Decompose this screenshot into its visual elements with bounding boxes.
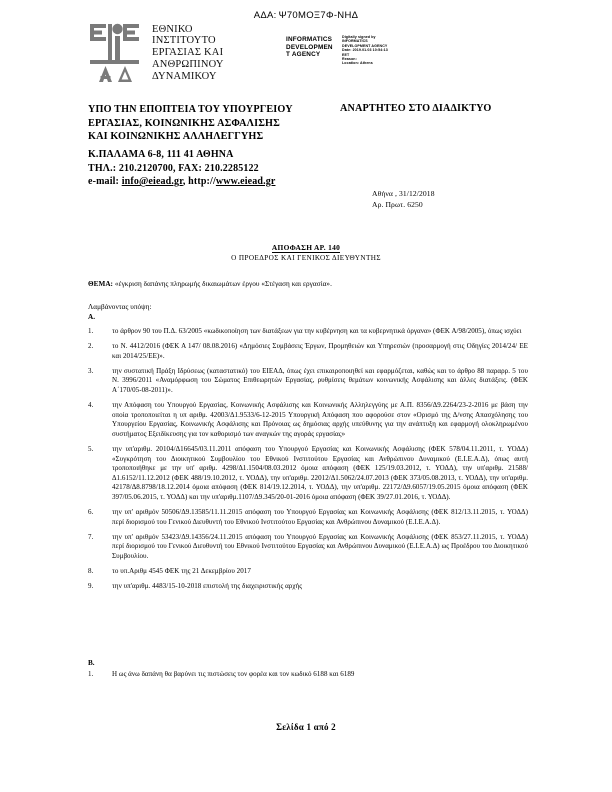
logo-line-5: ΔΥΝΑΜΙΚΟΥ [152, 70, 217, 82]
ada-value: Ψ70ΜΟΞ7Φ-ΝΗΔ [278, 10, 359, 21]
list-item-number: 4. [88, 401, 94, 410]
contact-block [88, 148, 275, 189]
list-item [88, 367, 528, 396]
list-item-text: το υπ.Αριθμ 4545 ΦΕΚ της 21 Δεκεμβρίου 2017 [112, 566, 251, 575]
ministry-line-1: ΥΠΟ ΤΗΝ ΕΠΟΠΤΕΙΑ ΤΟΥ ΥΠΟΥΡΓΕΙΟΥ [88, 104, 293, 115]
email-website-line [88, 175, 275, 189]
section-a-list [88, 327, 528, 597]
list-item [88, 445, 528, 503]
address-line: Κ.ΠΑΛΑΜΑ 6-8, 111 41 ΑΘΗΝΑ [88, 149, 234, 160]
protocol-number: Αρ. Πρωτ. 6250 [372, 200, 423, 209]
list-item [88, 327, 528, 337]
city-date: Αθήνα , 31/12/2018 [372, 189, 435, 198]
list-item-number: 9. [88, 582, 94, 591]
list-item [88, 401, 528, 439]
signature-line-7: Location: Athens [342, 61, 373, 66]
decision-number-heading [0, 243, 612, 252]
phone-fax-line: ΤΗΛ.: 210.2120700, FAX: 210.2285122 [88, 162, 259, 174]
eiead-logo-icon [88, 22, 142, 84]
ida-line-3: T AGENCY [286, 51, 321, 59]
signature-line-3: DEVELOPMENT AGENCY [342, 43, 388, 48]
logo-line-3: ΕΡΓΑΣΙΑΣ ΚΑΙ [152, 47, 224, 59]
publication-notice: ΑΝΑΡΤΗΤΕΟ ΣΤΟ ΔΙΑΔΙΚΤΥΟ [340, 103, 492, 114]
logo-line-2: ΙΝΣΤΙΤΟΥΤΟ [152, 35, 216, 47]
considering-label: Λαμβάνοντας υπόψη: [88, 303, 152, 311]
list-item-number: 1. [88, 670, 94, 678]
logo-line-4: ΑΝΘΡΩΠΙΝΟΥ [152, 58, 224, 70]
list-item-number: 3. [88, 366, 94, 375]
document-header [0, 18, 612, 94]
informatics-development-agency-label [286, 36, 333, 59]
list-item [88, 533, 528, 562]
signature-line-4: Date: 2019.01.03 10:54:13 [342, 48, 388, 53]
subject-line [88, 279, 528, 289]
date-protocol-block [372, 188, 435, 210]
list-item-text: την υπ'αριθμ. 4483/15-10-2018 επιστολή της διαχειριστικής αρχής [112, 582, 303, 591]
list-item-text: το άρθρον 90 του Π.Δ. 63/2005 «κωδικοποίηση των διατάξεων για την κυβέρνηση και τα κυβερνητικά όργανα» (ΦΕΚ Α/98/2005), όπως ισχύει [112, 327, 522, 335]
list-item-text: Η ως άνω δαπάνη θα βαρύνει τις πιστώσεις τον φορέα και τον κωδικό 6188 και 6189 [112, 670, 355, 678]
organization-logo [88, 22, 224, 84]
list-item-text: την υπ' αριθμόν 53423/Δ9.14356/24.11.2015 απόφαση του Υπουργού Εργασίας και Κοινωνικής Ασφάλισης (ΦΕΚ 853/27.11.2015, τ. ΥΟΔΔ) περί διορισμού του Γενικού Διευθυντή του Εθνικού Ινστιτούτου Εργασίας και Ανθρώπινου Δυναμικού (Ε.Ι.Ε.Α.Δ) ως Προέδρου του Διοικητικού Συμβουλίου. [112, 532, 528, 560]
website-link[interactable]: www.eiead.gr [215, 176, 276, 187]
section-b-label: Β. [88, 659, 95, 667]
signature-line-1: Digitally signed by [342, 35, 376, 39]
list-item-text: την Απόφαση του Υπουργού Εργασίας, Κοινωνικής Ασφάλισης και Κοινωνικής Αλληλεγγύης με Α.Π. 8356/Δ9.2264/23-2-2016 με βάση την οποία τροποποιείται η υπ αριθμ. 42003/Δ1.9533/6-12-2015 Υπουργική Απόφαση που αφορούσε στον «Ορισμό της Δ/νσης Απασχόλησης του Υπουργείου Εργασίας, Κοινωνικής Ασφάλισης και Πρόνοιας ως δημόσιας αρχής υπεύθυνης για την ανάπτυξη και εφαρμογή ολοκληρωμένου συστήματος Εξειδίκευσης για τον καθορισμό των αναγκών της αγοράς εργασίας» [112, 401, 528, 438]
signature-line-5: EET [342, 52, 350, 57]
list-item [88, 342, 528, 361]
email-separator: , http:// [182, 176, 216, 187]
subject-text: «έγκριση δαπάνης πληρωμής δικαιωμάτων έργου «Στέγαση και εργασία». [113, 280, 332, 288]
list-item-text: το Ν. 4412/2016 (ΦΕΚ Α 147/ 08.08.2016) «Δημόσιες Συμβάσεις Έργων, Προμηθειών και Υπηρεσιών (προσαρμογή στις Οδηγίες 2014/24/ ΕΕ και 2014/25/ΕΕ)». [112, 342, 528, 360]
section-b-list [88, 670, 528, 685]
list-item-number: 7. [88, 532, 94, 541]
page-footer: Σελίδα 1 από 2 [276, 722, 336, 732]
list-item-text: την υπ'αριθμ. 20104/Δ16645/03.11.2011 απόφαση του Υπουργού Εργασίας και Κοινωνικής Ασφάλισης (ΦΕΚ 578/04.11.2011, τ. ΥΟΔΔ) «Συγκρότηση του Διοικητικού Συμβουλίου του Εθνικού Ινστιτούτου Εργασίας και Ανθρώπινου Δυναμικού (Ε.Ι.Ε.Α.Δ), όπως αυτή τροποποιήθηκε με την υπ' αριθμ. 4298/Δ1.1504/08.03.2012 όμοια απόφαση (ΦΕΚ 125/19.03.2012, τ. ΥΟΔΔ), την υπ'αριθμ. 21588/Δ1.6152/11.12.2012 (ΦΕΚ 488/19.10.2012, τ. ΥΟΔΔ), την υπ'αριθμ. 22012/Δ1.5062/24.07.2013 (ΦΕΚ 373/05.08.2013, τ. ΥΟΔΔ), την υπ'αριθμ. 42178/Δ8.8798/18.12.2014 όμοια απόφαση (ΦΕΚ 814/19.12.2014, τ. ΥΟΔΔ), την υπ'αριθμ. 22172/Δ9.6057/19.05.2015 όμοια απόφαση (ΦΕΚ 397/05.06.2015, τ. ΥΟΔΔ) και την υπ'αριθμ.1107/Δ9.345/20-01-2016 όμοια απόφαση (ΦΕΚ 39/27.01.2016, τ. ΥΟΔΔ). [112, 444, 528, 501]
list-item [88, 567, 528, 577]
signature-line-2: INFORMATICS [342, 39, 368, 44]
digital-signature-stamp [342, 35, 388, 66]
email-link[interactable]: info@eiead.gr [121, 176, 183, 187]
list-item-text: την υπ' αριθμόν 50506/Δ9.13585/11.11.2015 απόφαση του Υπουργού Εργασίας και Κοινωνικής Ασφάλισης (ΦΕΚ 812/13.11.2015, τ. ΥΟΔΔ) περί διορισμού του Γενικού Διευθυντή του Εθνικού Ινστιτούτου Εργασίας και Ανθρώπινου Δυναμικού (Ε.Ι.Ε.Α.Δ). [112, 508, 528, 526]
list-item [88, 582, 528, 592]
supervising-ministry [88, 103, 293, 144]
ida-line-1: INFORMATICS [286, 36, 333, 43]
email-label: e-mail: [88, 176, 120, 187]
list-item [88, 508, 528, 527]
ida-line-2: DEVELOPMEN [286, 43, 333, 51]
ministry-line-3: ΚΑΙ ΚΟΙΝΩΝΙΚΗΣ ΑΛΛΗΛΕΓΓΥΗΣ [88, 131, 264, 143]
list-item-number: 6. [88, 508, 94, 516]
list-item-number: 5. [88, 444, 94, 453]
list-item-number: 2. [88, 342, 94, 351]
section-a-label: Α. [88, 313, 95, 321]
ministry-line-2: ΕΡΓΑΣΙΑΣ, ΚΟΙΝΩΝΙΚΗΣ ΑΣΦΑΛΙΣΗΣ [88, 117, 280, 129]
decision-signatory-title: Ο ΠΡΟΕΔΡΟΣ ΚΑΙ ΓΕΝΙΚΟΣ ΔΙΕΥΘΥΝΤΗΣ [231, 254, 381, 262]
logo-line-1: ΕΘΝΙΚΟ [152, 23, 193, 35]
signature-line-6: Reason: [342, 57, 357, 62]
list-item-number: 1. [88, 327, 94, 335]
decision-number-text: ΑΠΟΦΑΣΗ ΑΡ. 140 [271, 243, 341, 252]
list-item-number: 8. [88, 566, 94, 575]
list-item-text: την συστατική Πράξη Ιδρύσεως (καταστατικό) του ΕΙΕΑΔ, όπως έχει επικαιροποιηθεί και εφαρμόζεται, καθώς και το άρθρο 88 παραρρ. 5 του Ν. 3996/2011 «Αναμόρφωση του Σώματος Επιθεωρητών Εργασίας, ρυθμίσεις θεμάτων κοινωνικής Ασφάλισης και άλλες διατάξεις. (ΦΕΚ Α΄170/05-08-2011)». [112, 366, 528, 394]
ada-label: ΑΔΑ: [253, 10, 277, 21]
subject-label: ΘΕΜΑ: [88, 280, 114, 288]
list-item [88, 670, 528, 680]
organization-name [152, 24, 224, 83]
